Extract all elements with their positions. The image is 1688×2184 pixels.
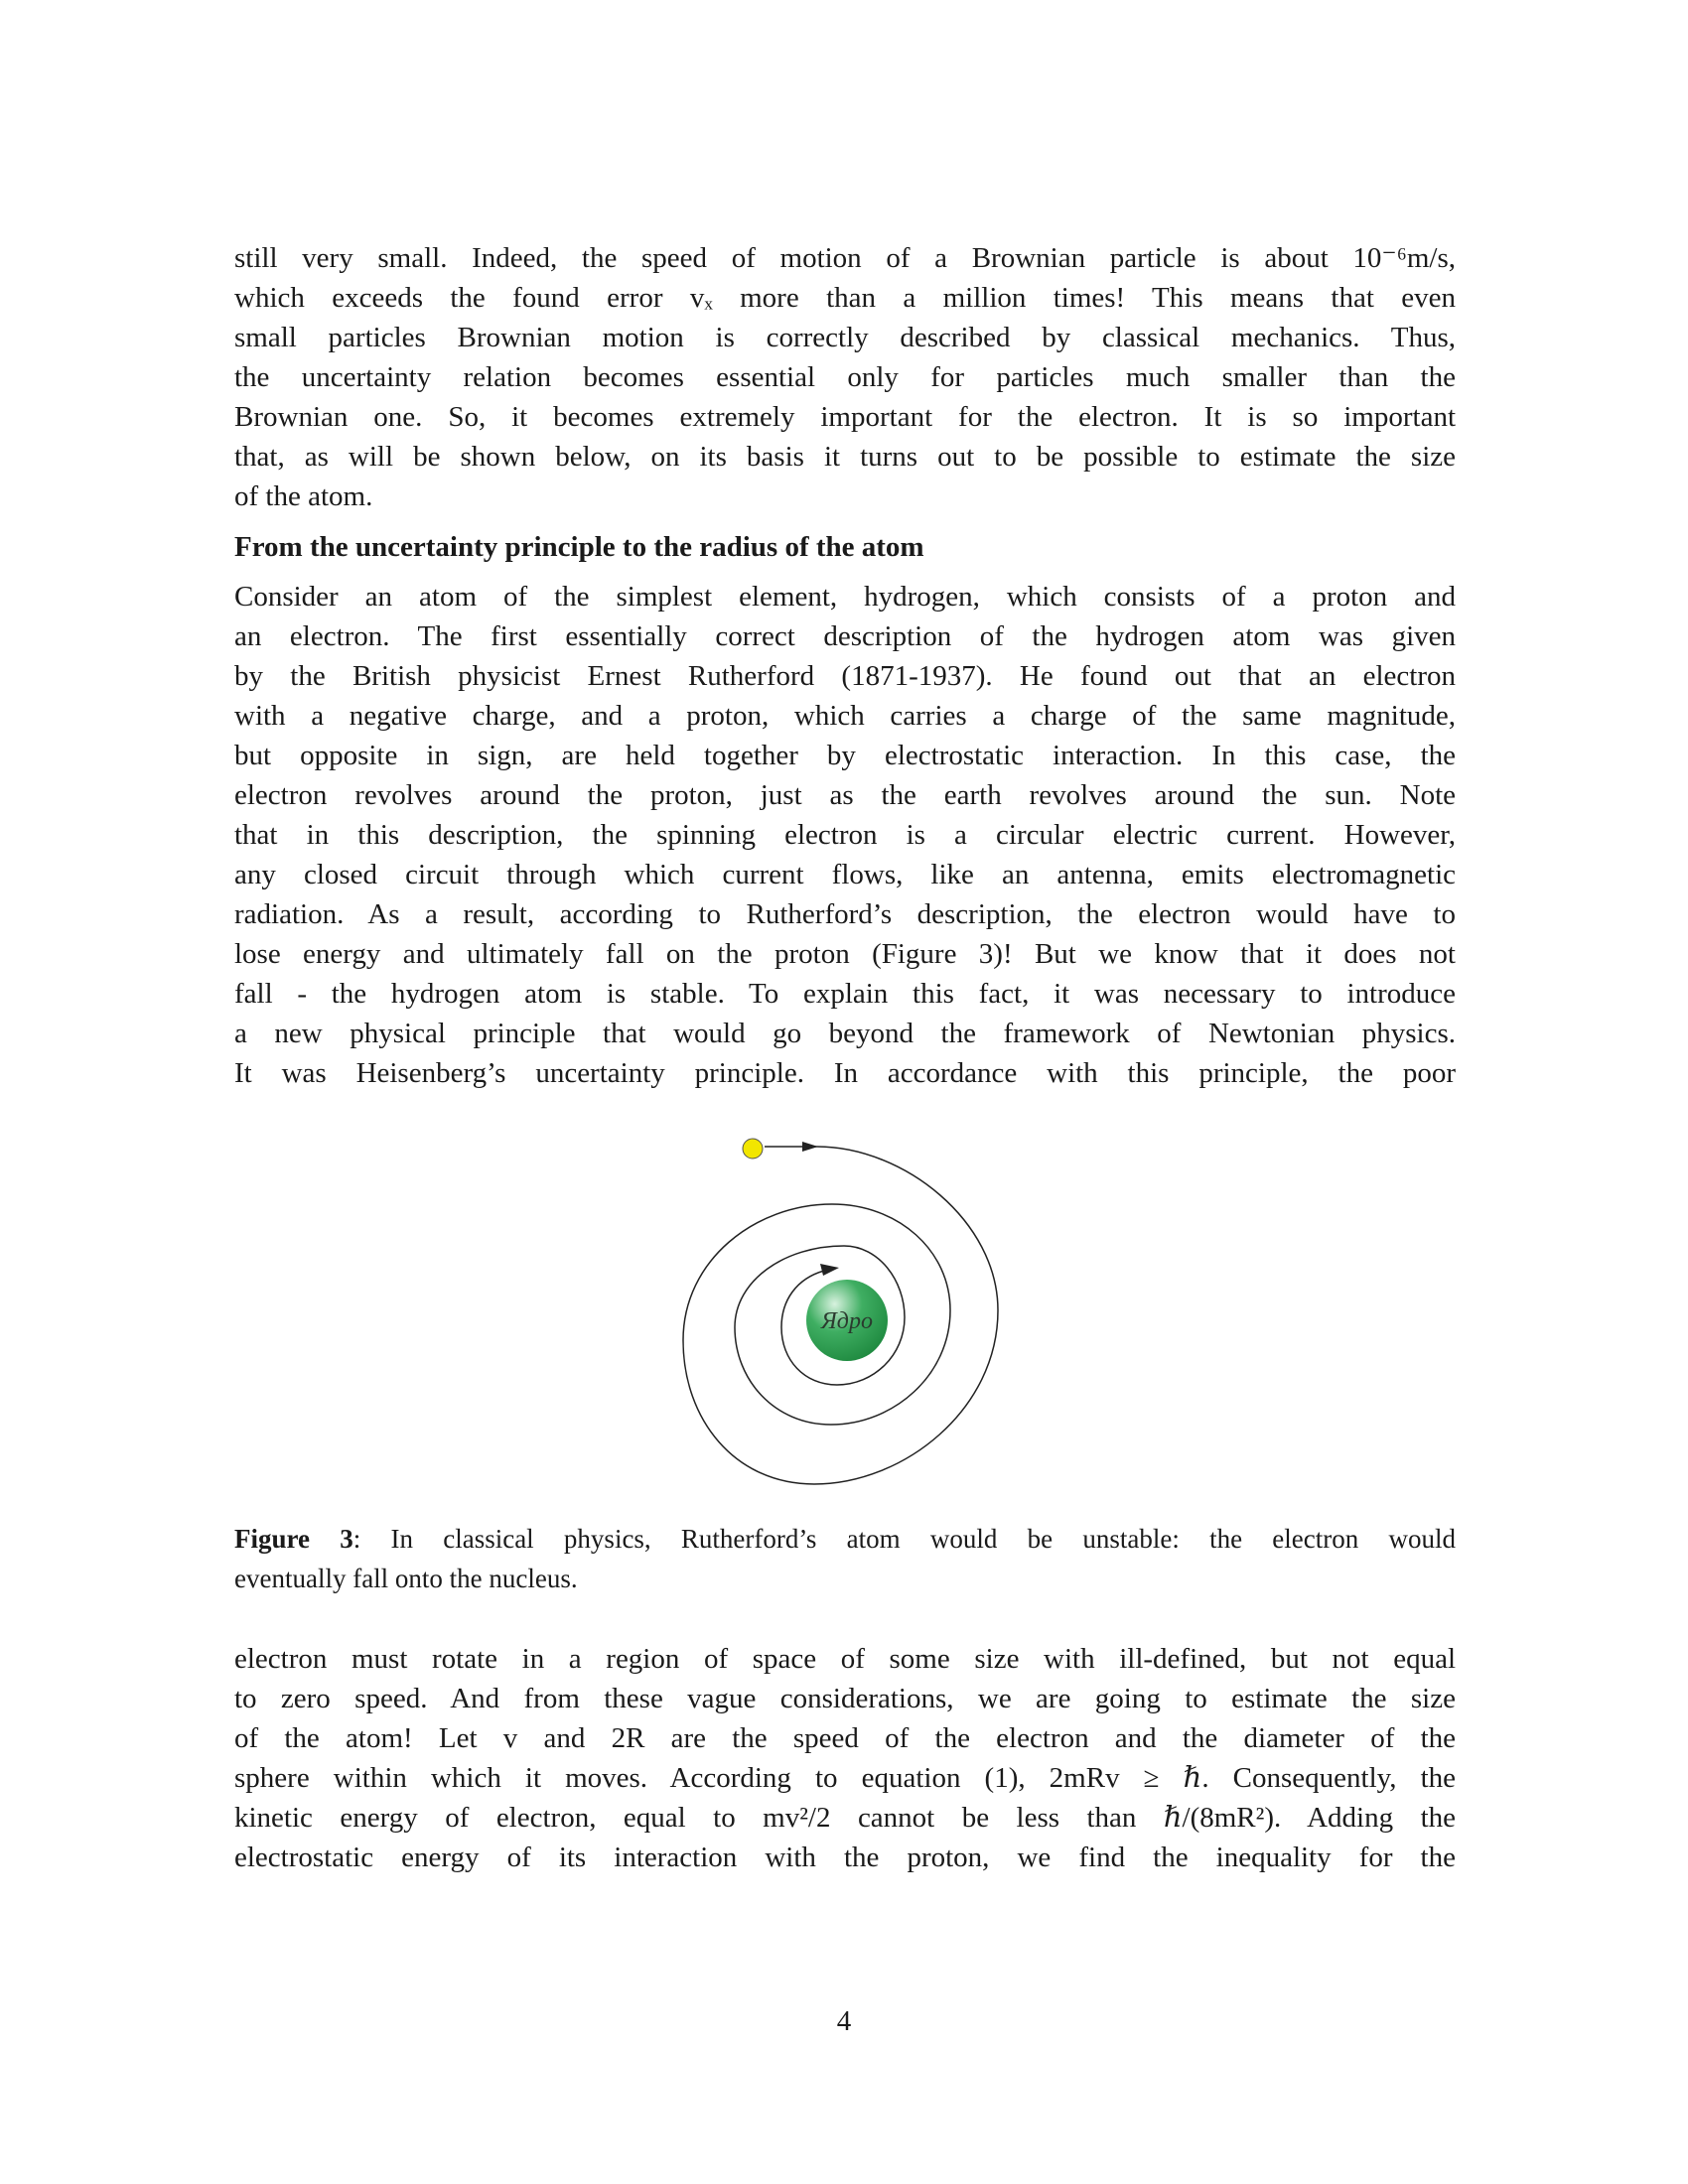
text-line: It was Heisenberg’s uncertainty principle. In accordance with this principle, the poor <box>234 1057 1456 1089</box>
text-line: which exceeds the found error vₓ more than a million times! This means that even <box>234 282 1456 314</box>
caption-line <box>234 1519 1456 1559</box>
nucleus-label: Ядро <box>821 1308 873 1334</box>
text-line: still very small. Indeed, the speed of motion of a Brownian particle is about 10⁻⁶m/s, <box>234 242 1456 274</box>
text-line: an electron. The first essentially correct description of the hydrogen atom was given <box>234 620 1456 652</box>
section-heading: From the uncertainty principle to the radius of the atom <box>234 531 924 563</box>
text-line: small particles Brownian motion is correctly described by classical mechanics. Thus, <box>234 322 1456 353</box>
paragraph-3 <box>234 1639 1456 1877</box>
caption-text: : In classical physics, Rutherford’s atom would be unstable: the electron would <box>352 1524 1456 1554</box>
caption-label: Figure 3 <box>234 1524 353 1554</box>
text-line: kinetic energy of electron, equal to mv²/2 cannot be less than ℏ/(8mR²). Adding the <box>234 1802 1456 1834</box>
text-line: Consider an atom of the simplest element, hydrogen, which consists of a proton and <box>234 581 1456 613</box>
electron <box>743 1139 763 1159</box>
text-line: electron revolves around the proton, just as the earth revolves around the sun. Note <box>234 779 1456 811</box>
arrow-head-icon <box>820 1264 839 1276</box>
text-line: to zero speed. And from these vague considerations, we are going to estimate the size <box>234 1683 1456 1714</box>
caption-line: eventually fall onto the nucleus. <box>234 1564 578 1593</box>
page-number: 4 <box>836 2005 852 2037</box>
text-line: sphere within which it moves. According to equation (1), 2mRv ≥ ℏ. Consequently, the <box>234 1762 1456 1794</box>
text-line: of the atom! Let v and 2R are the speed of the electron and the diameter of the <box>234 1722 1456 1754</box>
text-line: electrostatic energy of its interaction with the proton, we find the inequality for the <box>234 1842 1456 1873</box>
paragraph-2 <box>234 577 1456 1093</box>
text-line: that in this description, the spinning electron is a circular electric current. However, <box>234 819 1456 851</box>
text-line: with a negative charge, and a proton, which carries a charge of the same magnitude, <box>234 700 1456 732</box>
text-line: a new physical principle that would go beyond the framework of Newtonian physics. <box>234 1018 1456 1049</box>
text-line: radiation. As a result, according to Rutherford’s description, the electron would have to <box>234 898 1456 930</box>
text-line: that, as will be shown below, on its basis it turns out to be possible to estimate the size <box>234 441 1456 473</box>
text-line: any closed circuit through which current flows, like an antenna, emits electromagnetic <box>234 859 1456 890</box>
text-line: Brownian one. So, it becomes extremely important for the electron. It is so important <box>234 401 1456 433</box>
rutherford-atom-figure <box>645 1112 1043 1509</box>
arrow-head-icon <box>802 1142 818 1152</box>
text-line: but opposite in sign, are held together by electrostatic interaction. In this case, the <box>234 740 1456 771</box>
text-line: lose energy and ultimately fall on the proton (Figure 3)! But we know that it does not <box>234 938 1456 970</box>
figure-caption <box>234 1519 1456 1598</box>
spiral-diagram <box>645 1112 1043 1509</box>
text-line: of the atom. <box>234 480 373 512</box>
text-line: electron must rotate in a region of space of some size with ill-defined, but not equal <box>234 1643 1456 1675</box>
text-line: fall - the hydrogen atom is stable. To explain this fact, it was necessary to introduce <box>234 978 1456 1010</box>
paragraph-1 <box>234 238 1456 516</box>
text-line: by the British physicist Ernest Rutherford (1871-1937). He found out that an electron <box>234 660 1456 692</box>
text-line: the uncertainty relation becomes essential only for particles much smaller than the <box>234 361 1456 393</box>
